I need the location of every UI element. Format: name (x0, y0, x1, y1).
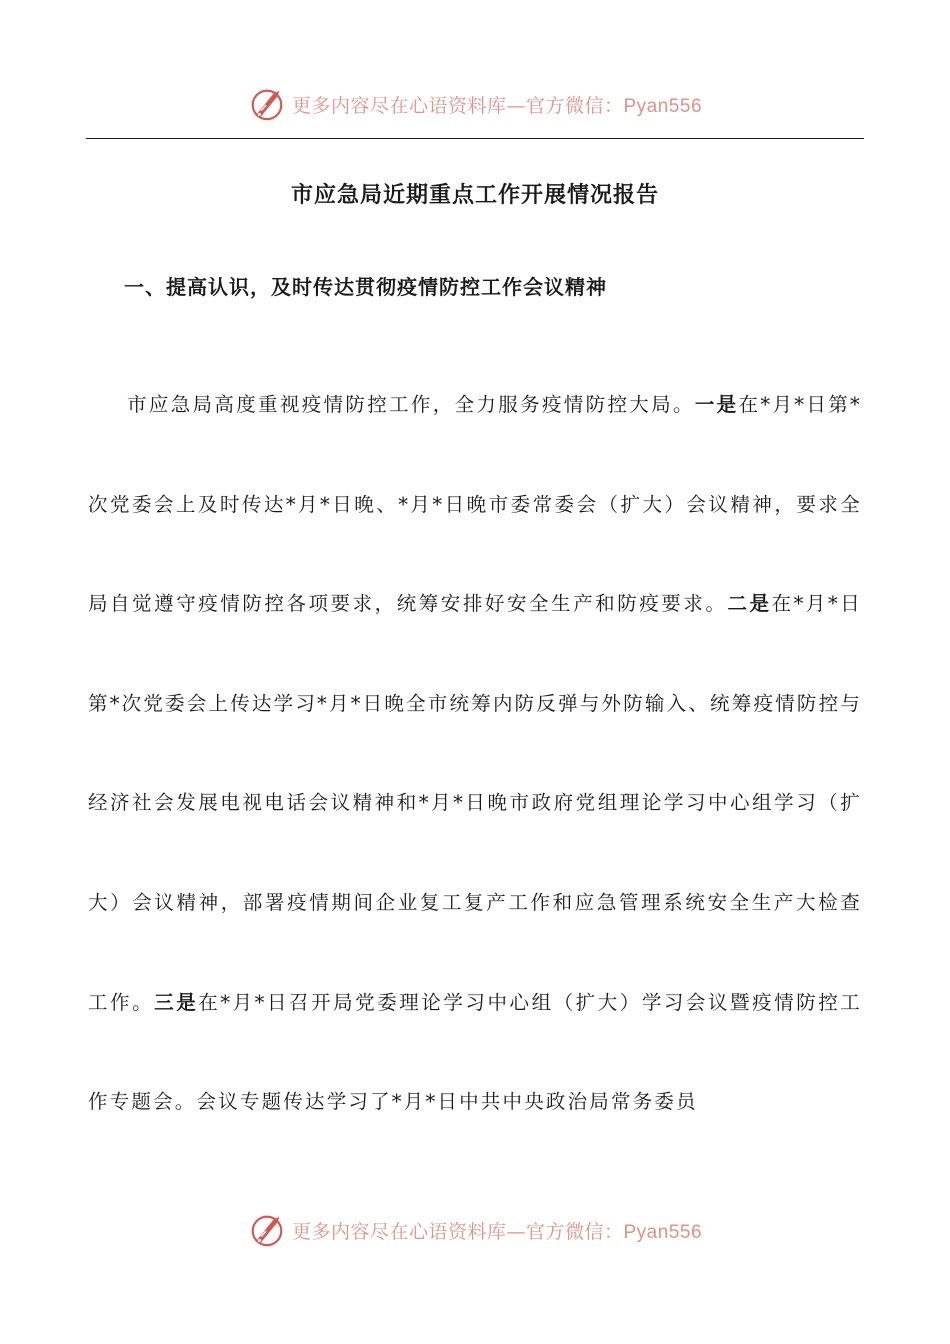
watermark-text: 更多内容尽在心语资料库—官方微信： (291, 94, 624, 117)
body-paragraph (88, 355, 862, 1152)
watermark-handle: Pyan556 (623, 1221, 703, 1243)
paragraph-run: 市应急局高度重视疫情防控工作，全力服务疫情防控大局。 (127, 393, 695, 416)
paragraph-bold-run: 二是 (727, 592, 772, 616)
header-divider (86, 138, 864, 139)
paragraph-run: 在*月*日第*次党委会上及时传达*月*日晚、*月*日晚市委常委会（扩大）会议精神，要求全局自觉遵守疫情防控各项要求，统筹安排好安全生产和防疫要求。 (88, 393, 863, 616)
section-heading: 一、提高认识，及时传达贯彻疫情防控工作会议精神 (124, 275, 607, 299)
pen-nib-circle-icon (248, 85, 286, 123)
paragraph-bold-run: 一是 (694, 393, 739, 416)
document-title: 市应急局近期重点工作开展情况报告 (290, 183, 659, 208)
paragraph-run: 在*月*日第*次党委会上传达学习*月*日晚全市统筹内防反弹与外防输入、统筹疫情防控与经济社会发展电视电话会议精神和*月*日晚市政府党组理论学习中心组学习（扩大）会议精神，部署疫情期间企业复工复产工作和应急管理系统安全生产大检查工作。 (88, 592, 862, 1014)
paragraph-run: 在*月*日召开局党委理论学习中心组（扩大）学习会议暨疫情防控工作专题会。会议专题传达学习了*月*日中共中央政治局常务委员 (88, 990, 862, 1114)
watermark-text: 更多内容尽在心语资料库—官方微信： (291, 1220, 624, 1243)
watermark-header (0, 82, 950, 126)
pen-nib-circle-icon (248, 1211, 286, 1249)
paragraph-bold-run: 三是 (154, 990, 199, 1014)
watermark-handle: Pyan556 (623, 95, 703, 117)
watermark-footer (0, 1208, 950, 1252)
